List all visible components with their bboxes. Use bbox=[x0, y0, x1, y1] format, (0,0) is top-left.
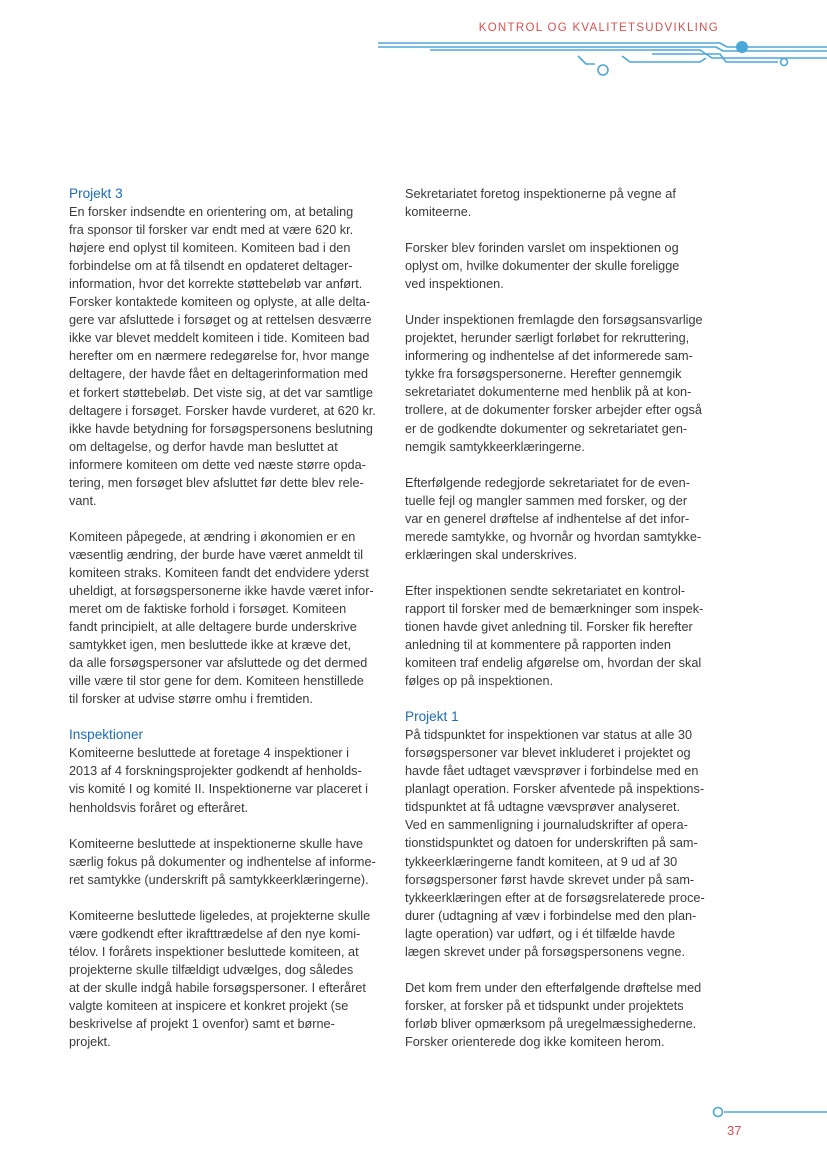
right-paragraph-4: Efterfølgende redegjorde sekretariatet for de even- tuelle fejl og mangler sammen med forsker, og der var en generel drøftelse af indhentelse af det infor- merede samtykke, og hvornår og hvordan samtykke- erklæringen skal underskrives. bbox=[405, 475, 702, 562]
left-paragraph-3: Komiteerne besluttede at foretage 4 inspektioner i 2013 af 4 forskningsprojekter godkendt af henholds- vis komité I og komité II. Inspektionerne var placeret i henholdsvis foråret og efteråret. bbox=[69, 746, 368, 815]
right-paragraph-6: På tidspunktet for inspektionen var status at alle 30 forsøgspersoner var blevet inkluderet i projektet og havde fået udtaget vævsprøver i forbindelse med en planlagt operation. Forsker afventede på inspektions- tidspunktet at få udtagne vævsprøver analyseret. Ved en sammenligning i journaludskrifter af opera- tionstidspunktet og datoen for underskriften på sam- tykkeerklæringerne fandt komiteen, at 9 ud af 30 forsøgspersoner først havde skrevet under på sam- tykkeerklæringen efter at de forsøgsrelaterede proce- durer (udtagning af væv i forbindelse med den plan- lagte operation) var udført, og i ét tilfælde havde lægen skrevet under på forsøgspersonens vegne. bbox=[405, 728, 705, 959]
page-number: 37 bbox=[727, 1123, 742, 1138]
projekt1-heading: Projekt 1 bbox=[405, 709, 459, 725]
right-column bbox=[405, 185, 717, 1051]
projekt3-heading: Projekt 3 bbox=[69, 186, 123, 201]
right-paragraph-2: Forsker blev forinden varslet om inspektionen og oplyst om, hvilke dokumenter der skulle foreligge ved inspektionen. bbox=[405, 241, 680, 292]
left-paragraph-2: Komiteen påpegede, at ændring i økonomien er en væsentlig ændring, der burde have været anmeldt til komiteen straks. Komiteen fandt det endvidere yderst uheldigt, at forsøgspersonerne ikke havde været infor- meret om de faktiske forhold i forsøget. Komiteen fandt principielt, at alle deltagere burde underskrive samtykket igen, men besluttede ikke at kræve det, da alle forsøgspersoner var afsluttede og det dermed ville være til stor gene for dem. Komiteen henstillede til forsker at udvise større omhu i fremtiden. bbox=[69, 529, 374, 707]
right-paragraph-5: Efter inspektionen sendte sekretariatet en kontrol- rapport til forsker med de bemærkninger som inspek- tionen havde givet anledning til. Forsker fik herefter anledning til at kommentere på rapporten inden komiteen traf endelig afgørelse om, hvordan der skal følges op på inspektionen. bbox=[405, 583, 704, 689]
section-title: KONTROL OG KVALITETSUDVIKLING bbox=[478, 22, 719, 34]
right-paragraph-7: Det kom frem under den efterfølgende drøftelse med forsker, at forsker på et tidspunkt under projektets forløb bliver opmærksom på uregelmæssighederne. Forsker orienterede dog ikke komiteen herom. bbox=[405, 980, 702, 1049]
left-column bbox=[69, 185, 381, 1051]
left-paragraph-1: En forsker indsendte en orientering om, at betaling fra sponsor til forsker var endt med at være 620 kr. højere end oplyst til komiteen. Komiteen bad i den forbindelse om at få tilsendt en opdateret deltager- information, hvor det korrekte støttebeløb var anført. Forsker kontaktede komiteen og oplyste, at alle delta- gere var afsluttede i forsøget og at rettelsen desværre ikke var blevet meddelt komiteen i tide. Komiteen bad herefter om en nærmere redegørelse for, hvor mange deltagere, der havde fået en deltagerinformation med et forkert støttebeløb. Det viste sig, at det var samtlige deltagere i forsøget. Forsker havde vurderet, at 620 kr. ikke havde betydning for forsøgspersonens beslutning om deltagelse, og derfor havde man besluttet at informere komiteen om dette ved næste større opda- tering, men forsøget blev afsluttet før dette blev rele- vant. bbox=[69, 205, 376, 508]
inspektioner-heading: Inspektioner bbox=[69, 727, 144, 743]
right-paragraph-3: Under inspektionen fremlagde den forsøgsansvarlige projektet, herunder særligt forløbet for rekruttering, informering og indhentelse af det informerede sam- tykke fra forsøgspersonerne. Herefter gennemgik sekretariatet dokumenterne med henblik på at kon- trollere, at de dokumenter forsker arbejder efter også er de godkendte dokumenter og sekretariatet gen- nemgik samtykkeerklæringerne. bbox=[405, 313, 703, 454]
right-paragraph-1: Sekretariatet foretog inspektionerne på vegne af komiteerne. bbox=[405, 187, 676, 220]
left-paragraph-4: Komiteerne besluttede at inspektionerne skulle have særlig fokus på dokumenter og indhentelse af informe- ret samtykke (underskrift på samtykkeerklæringerne). bbox=[69, 836, 376, 887]
left-paragraph-5: Komiteerne besluttede ligeledes, at projekterne skulle være godkendt efter ikrafttrædelse af den nye komi- télov. I forårets inspektioner besluttede komiteen, at projekterne skulle tilfældigt udvælges, dog således at der skulle indgå habile forsøgspersoner. I efteråret valgte komiteen at inspicere et konkret projekt (se beskrivelse af projekt 1 ovenfor) samt et børne- projekt. bbox=[69, 908, 371, 1050]
